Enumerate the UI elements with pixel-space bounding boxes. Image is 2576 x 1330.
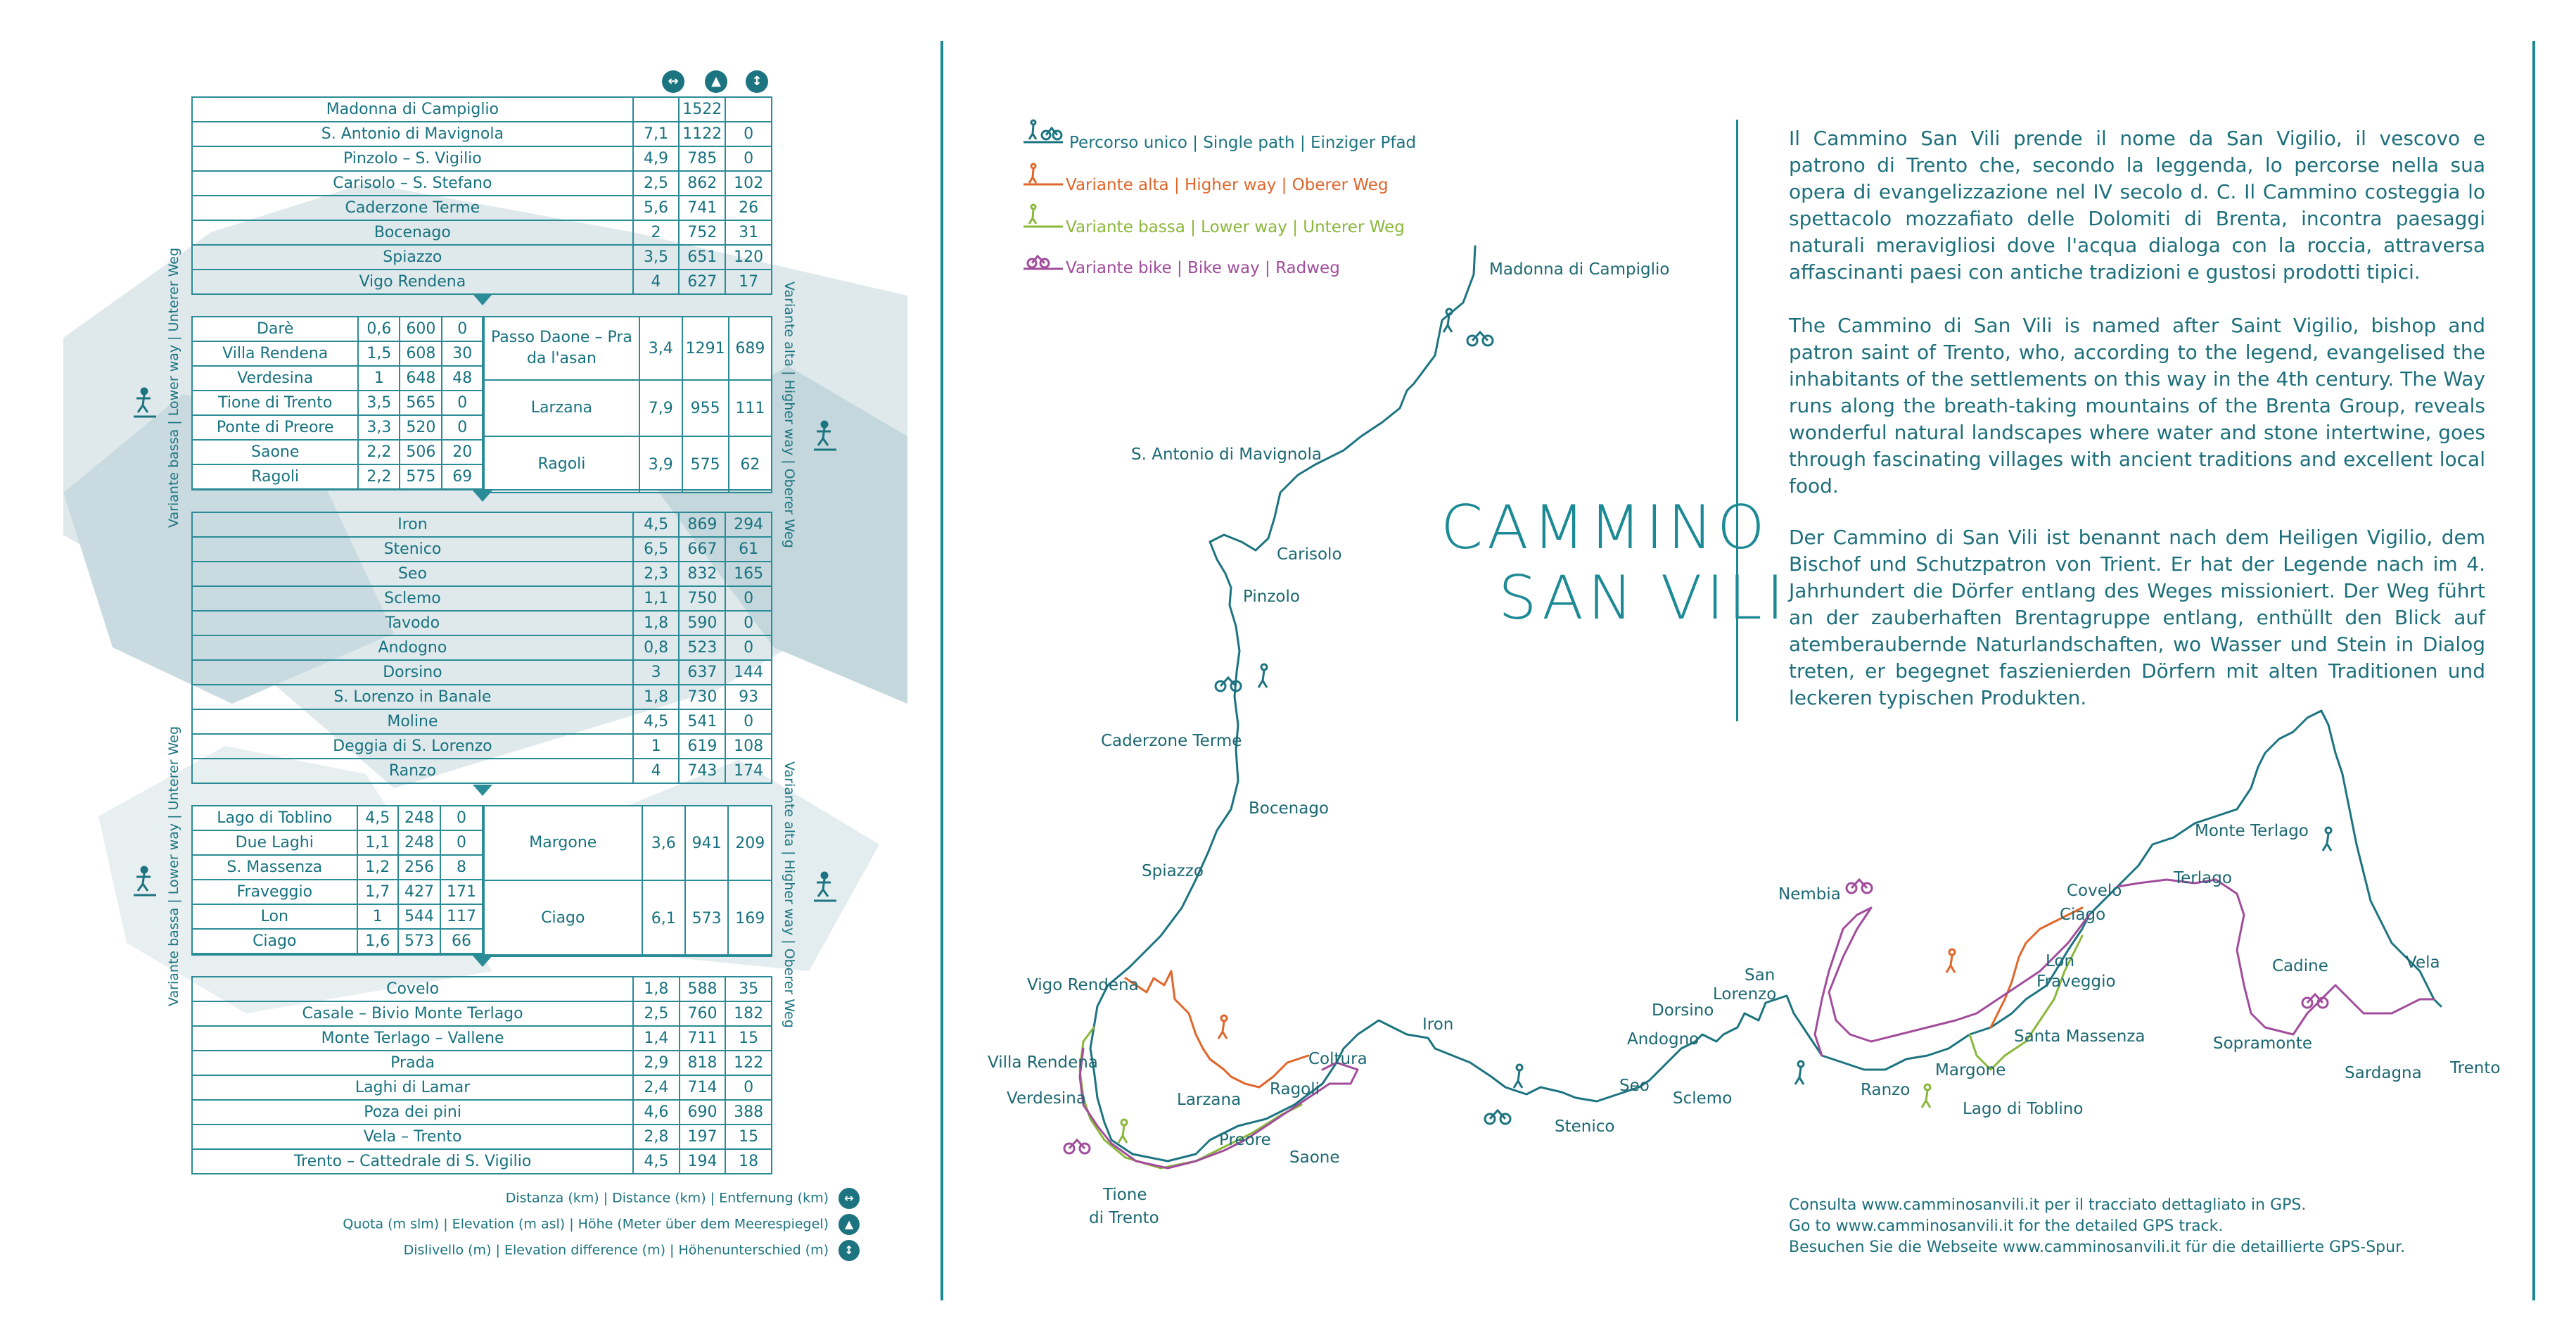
elevation-diff-value: 0 xyxy=(440,806,483,830)
elevation-value: 741 xyxy=(679,196,725,220)
distance-value: 3,9 xyxy=(639,436,682,493)
distance-value: 2,9 xyxy=(633,1051,679,1075)
place-fraveggio: Fraveggio xyxy=(2036,973,2116,991)
place-ranzo: Ranzo xyxy=(1861,1081,1911,1099)
side-label-low-2: Variante bassa | Lower way | Unterer Weg xyxy=(166,726,181,1006)
elevation-value: 714 xyxy=(680,1075,726,1100)
legend-lower-way: Variante bassa | Lower way | Unterer Weg xyxy=(1066,218,1405,236)
distance-value: 6,1 xyxy=(642,880,685,956)
place-andogno: Andogno xyxy=(1627,1030,1700,1049)
place-vela: Vela xyxy=(2406,954,2440,972)
legend-higher-way: Variante alta | Higher way | Oberer Weg xyxy=(1066,176,1389,194)
distance-value: 4,5 xyxy=(357,806,399,830)
place-san: San xyxy=(1745,966,1775,984)
stage-name: Margone xyxy=(484,806,642,880)
place-bocenago: Bocenago xyxy=(1249,799,1329,818)
side-label-low-1: Variante bassa | Lower way | Unterer Weg xyxy=(166,247,181,528)
place-spiazzo: Spiazzo xyxy=(1142,862,1204,880)
place-lorenzo: Lorenzo xyxy=(1713,985,1777,1003)
stage-name: Ciago xyxy=(192,929,357,954)
distance-value: 1,8 xyxy=(633,685,680,709)
footer-line-en: Go to www.camminosanvili.it for the detailed GPS track. xyxy=(1789,1217,2224,1235)
distance-value: 4,5 xyxy=(633,709,680,734)
place-madonna-di-campiglio: Madonna di Campiglio xyxy=(1489,260,1670,279)
stage-name: Fraveggio xyxy=(192,880,357,904)
stage-name: Ciago xyxy=(484,880,642,956)
stage-name: Vigo Rendena xyxy=(192,270,633,294)
elevation-value: 1291 xyxy=(682,317,729,380)
elevation-diff-value: 0 xyxy=(725,586,772,611)
stage-name: Monte Terlago – Vallene xyxy=(192,1026,633,1051)
elevation-diff-value: 182 xyxy=(725,1001,772,1026)
side-label-high-2: Variante alta | Higher way | Oberer Weg xyxy=(782,761,797,1028)
distance-value: 5,6 xyxy=(633,196,680,220)
elevation-diff-value: 111 xyxy=(729,380,772,436)
distance-value: 2,5 xyxy=(633,171,680,196)
elevation-diff-value: 17 xyxy=(725,270,772,294)
place-larzana: Larzana xyxy=(1177,1091,1242,1109)
elevation-value: 690 xyxy=(680,1100,726,1125)
place-caderzone: Caderzone Terme xyxy=(1101,732,1242,750)
elevation-value: 573 xyxy=(685,880,729,956)
distance-icon: ↔ xyxy=(662,70,684,93)
elevation-diff-value: 174 xyxy=(725,759,772,783)
elevation-icon: ▲ xyxy=(705,70,727,93)
place-sopramonte: Sopramonte xyxy=(2213,1034,2313,1053)
place-trento: Trento xyxy=(2450,1059,2501,1077)
elevation-diff-value: 20 xyxy=(442,440,483,464)
paragraph-de: Der Cammino di San Vili ist benannt nach dem Heiligen Vigilio, dem Bischof und Schutzpatron von Trient. Er hat der Legende nach im 4. Jahrhundert die Dörfer entlang des Weges missioniert. Der Weg führt an der zauberhaften Brentagruppe entlang, enthüllt den Blick auf atemberaubernde Naturlandschaften, wo Wasser und Stein in Dialog treten, er begegnet faszienierden Dörfern mit alten Traditionen und leckeren typischen Produkten. xyxy=(1789,526,2485,709)
elevation-value: 785 xyxy=(679,146,725,171)
elevation-value: 955 xyxy=(682,380,729,436)
legend-elevation: Quota (m slm) | Elevation (m asl) | Höhe (Meter über dem Meerespiegel) ▲ xyxy=(343,1214,860,1235)
elevation-value: 544 xyxy=(398,904,440,929)
distance-value: 1,4 xyxy=(633,1026,679,1051)
distance-value: 7,9 xyxy=(639,380,682,436)
stage-name: Tavodo xyxy=(192,611,633,635)
place-sardagna: Sardagna xyxy=(2345,1064,2422,1082)
stage-name: Stenico xyxy=(192,537,633,562)
elevation-value: 573 xyxy=(398,929,440,954)
elevation-value: 651 xyxy=(679,245,725,270)
distance-value: 2,3 xyxy=(633,562,680,586)
elevation-value: 862 xyxy=(679,171,725,196)
elevation-diff-icon: ↕ xyxy=(746,70,768,93)
distance-icon: ↔ xyxy=(839,1188,860,1209)
stage-name: Madonna di Campiglio xyxy=(192,97,633,122)
elevation-value: 1122 xyxy=(679,122,725,146)
elevation-diff-value: 30 xyxy=(442,341,483,366)
place-pinzolo: Pinzolo xyxy=(1243,588,1300,606)
stage-name: Seo xyxy=(192,562,633,586)
stage-name: Covelo xyxy=(192,977,633,1001)
place-saone: Saone xyxy=(1289,1148,1340,1167)
place-cadine: Cadine xyxy=(2272,957,2328,975)
stage-name: S. Antonio di Mavignola xyxy=(192,122,633,146)
elevation-value: 818 xyxy=(680,1051,726,1075)
elevation-diff-value: 294 xyxy=(725,512,772,537)
elevation-value: 506 xyxy=(400,440,442,464)
elevation-diff-value: 102 xyxy=(725,171,772,196)
legend-elevation-diff: Dislivello (m) | Elevation difference (m) | Höhenunterschied (m) ↕ xyxy=(404,1240,860,1261)
elevation-value: 520 xyxy=(400,415,442,440)
elevation-value: 600 xyxy=(400,317,442,341)
footer-line-it: Consulta www.camminosanvili.it per il tracciato dettagliato in GPS. xyxy=(1789,1196,2307,1214)
elevation-diff-value: 26 xyxy=(725,196,772,220)
legend-bike-way: Variante bike | Bike way | Radweg xyxy=(1066,259,1340,277)
elevation-diff-value: 66 xyxy=(440,929,483,954)
elevation-value: 743 xyxy=(679,759,725,783)
elevation-diff-value: 144 xyxy=(725,660,772,685)
elevation-value: 588 xyxy=(680,977,726,1001)
stage-name: Deggia di S. Lorenzo xyxy=(192,734,633,759)
place-coltura: Coltura xyxy=(1308,1050,1367,1068)
elevation-diff-value: 0 xyxy=(725,709,772,734)
distance-value: 1 xyxy=(358,366,400,391)
elevation-value: 711 xyxy=(680,1026,726,1051)
elevation-value: 941 xyxy=(685,806,729,880)
elevation-icon: ▲ xyxy=(839,1214,860,1235)
elevation-diff-value: 0 xyxy=(725,146,772,171)
distance-value: 4,5 xyxy=(633,512,680,537)
distance-value: 2,2 xyxy=(358,440,400,464)
place-lon: Lon xyxy=(2046,952,2075,970)
stage-name: Andogno xyxy=(192,635,633,660)
stage-name: Ranzo xyxy=(192,759,633,783)
distance-value: 4,6 xyxy=(633,1100,679,1125)
stage-name: Dorsino xyxy=(192,660,633,685)
stage-name: Bocenago xyxy=(192,220,633,245)
elevation-value: 248 xyxy=(398,830,440,855)
stage-name: Caderzone Terme xyxy=(192,196,633,220)
elevation-diff-value: 31 xyxy=(725,220,772,245)
elevation-diff-value: 0 xyxy=(725,611,772,635)
stage-name: Passo Daone – Pra da l'asan xyxy=(484,317,639,380)
stage-name: Pinzolo – S. Vigilio xyxy=(192,146,633,171)
place-seo: Seo xyxy=(1619,1077,1650,1095)
elevation-diff-value: 0 xyxy=(442,391,483,415)
place-verdesina: Verdesina xyxy=(1007,1089,1086,1108)
distance-value: 0,8 xyxy=(633,635,680,660)
distance-value: 1,1 xyxy=(633,586,680,611)
elevation-value: 648 xyxy=(400,366,442,391)
place-santa-massenza: Santa Massenza xyxy=(2014,1027,2145,1046)
stage-name: Lon xyxy=(192,904,357,929)
distance-value: 2,8 xyxy=(633,1125,679,1149)
side-label-high-1: Variante alta | Higher way | Oberer Weg xyxy=(782,281,797,548)
legend-single-path: Percorso unico | Single path | Einziger Pfad xyxy=(1069,134,1417,152)
distance-value: 1,8 xyxy=(633,977,679,1001)
elevation-diff-value: 169 xyxy=(728,880,772,956)
paragraph-it: Il Cammino San Vili prende il nome da San Vigilio, il vescovo e patrono di Trento che, secondo la leggenda, lo percorse nella sua opera di evangelizzazione nel IV secolo d. C. Il Cammino costeggia lo spettacolo mozzafiato delle Dolomiti di Brenta, incontra paesaggi naturali meravigliosi dove l'acqua dialoga con la roccia, attraversa affascinanti paesi con antiche tradizioni e gustosi prodotti tipici. xyxy=(1789,127,2485,284)
elevation-value: 248 xyxy=(398,806,440,830)
distance-value: 6,5 xyxy=(633,537,680,562)
elevation-value: 750 xyxy=(679,586,725,611)
elevation-diff-value: 0 xyxy=(725,122,772,146)
elevation-diff-value: 18 xyxy=(725,1149,772,1174)
elevation-diff-value: 117 xyxy=(440,904,483,929)
legend-distance: Distanza (km) | Distance (km) | Entfernung (km) ↔ xyxy=(506,1188,860,1209)
elevation-value: 869 xyxy=(679,512,725,537)
place-lago-di-toblino: Lago di Toblino xyxy=(1963,1100,2084,1118)
elevation-value: 194 xyxy=(680,1149,726,1174)
stage-name: Lago di Toblino xyxy=(192,806,357,830)
elevation-diff-value: 69 xyxy=(442,464,483,489)
distance-value: 3,5 xyxy=(633,245,680,270)
elevation-diff-value: 93 xyxy=(725,685,772,709)
elevation-diff-value: 120 xyxy=(725,245,772,270)
elevation-value: 730 xyxy=(679,685,725,709)
stage-name: Villa Rendena xyxy=(192,341,358,366)
distance-value: 3,3 xyxy=(358,415,400,440)
distance-value: 1 xyxy=(357,904,399,929)
place-tione-di-trento: di Trento xyxy=(1089,1209,1159,1227)
stage-name: S. Massenza xyxy=(192,855,357,880)
place-margone: Margone xyxy=(1935,1061,2006,1079)
place-stenico: Stenico xyxy=(1555,1117,1615,1136)
stage-name: Casale – Bivio Monte Terlago xyxy=(192,1001,633,1026)
distance-value: 0,6 xyxy=(358,317,400,341)
distance-value: 2,4 xyxy=(633,1075,679,1100)
elevation-diff-value: 62 xyxy=(729,436,772,493)
place-dorsino: Dorsino xyxy=(1652,1001,1714,1020)
elevation-value: 832 xyxy=(679,562,725,586)
stage-name: Carisolo – S. Stefano xyxy=(192,171,633,196)
place-villa-rendena: Villa Rendena xyxy=(988,1053,1098,1072)
place-monte-terlago: Monte Terlago xyxy=(2195,822,2309,840)
elevation-value: 197 xyxy=(680,1125,726,1149)
stage-name: Laghi di Lamar xyxy=(192,1075,633,1100)
stage-name: Vela – Trento xyxy=(192,1125,633,1149)
elevation-diff-value: 388 xyxy=(725,1100,772,1125)
place-ragoli: Ragoli xyxy=(1270,1080,1320,1098)
place-vigo-rendena: Vigo Rendena xyxy=(1027,976,1139,994)
elevation-value: 627 xyxy=(679,270,725,294)
distance-value: 1,5 xyxy=(358,341,400,366)
distance-value: 1,7 xyxy=(357,880,399,904)
place-tione: Tione xyxy=(1103,1186,1147,1204)
distance-value: 3,5 xyxy=(358,391,400,415)
distance-value: 1,2 xyxy=(357,855,399,880)
elevation-diff-value: 35 xyxy=(725,977,772,1001)
stage-name: Poza dei pini xyxy=(192,1100,633,1125)
elevation-diff-value: 0 xyxy=(725,635,772,660)
distance-value: 2 xyxy=(633,220,680,245)
elevation-diff-value: 209 xyxy=(728,806,772,880)
elevation-value: 590 xyxy=(679,611,725,635)
distance-value: 3,6 xyxy=(642,806,685,880)
elevation-diff-value: 0 xyxy=(442,415,483,440)
elevation-value: 619 xyxy=(679,734,725,759)
distance-value: 4,5 xyxy=(633,1149,679,1174)
elevation-value: 760 xyxy=(680,1001,726,1026)
place-preore: Preore xyxy=(1219,1131,1271,1149)
distance-value: 3 xyxy=(633,660,680,685)
place-terlago: Terlago xyxy=(2174,869,2232,887)
distance-value: 4,9 xyxy=(633,146,680,171)
stage-name: Ponte di Preore xyxy=(192,415,358,440)
elevation-diff-value: 165 xyxy=(725,562,772,586)
elevation-value: 256 xyxy=(398,855,440,880)
stage-name: Moline xyxy=(192,709,633,734)
stage-name: Due Laghi xyxy=(192,830,357,855)
elevation-diff-value: 0 xyxy=(725,1075,772,1100)
stage-name: Sclemo xyxy=(192,586,633,611)
place-covelo: Covelo xyxy=(2067,882,2122,900)
stage-name: Prada xyxy=(192,1051,633,1075)
stage-name: Larzana xyxy=(484,380,639,436)
distance-value: 2,2 xyxy=(358,464,400,489)
place-sclemo: Sclemo xyxy=(1673,1089,1733,1108)
elevation-value: 541 xyxy=(679,709,725,734)
stage-name: Verdesina xyxy=(192,366,358,391)
footer-line-de: Besuchen Sie die Webseite www.camminosanvili.it für die detaillierte GPS-Spur. xyxy=(1789,1239,2406,1256)
distance-value: 4 xyxy=(633,270,680,294)
elevation-diff-value: 171 xyxy=(440,880,483,904)
distance-value: 1 xyxy=(633,734,680,759)
stage-name: Ragoli xyxy=(192,464,358,489)
elevation-value: 667 xyxy=(679,537,725,562)
elevation-value: 608 xyxy=(400,341,442,366)
elevation-value: 575 xyxy=(400,464,442,489)
elevation-diff-value: 122 xyxy=(725,1051,772,1075)
stage-name: Saone xyxy=(192,440,358,464)
elevation-diff-value: 61 xyxy=(725,537,772,562)
paragraph-en: The Cammino di San Vili is named after Saint Vigilio, bishop and patron saint of Trento, who, according to the legend, evangelised the inhabitants of the settlements on this way in the 4th century. The Way runs along the breath-taking mountains of the Brenta Group, reveals wonderful natural landscapes where water and stone intertwine, goes through fascinating villages with ancient traditions and excellent local food. xyxy=(1789,314,2485,498)
elevation-diff-value: 15 xyxy=(725,1125,772,1149)
distance-value: 3,4 xyxy=(639,317,682,380)
stage-name: Tione di Trento xyxy=(192,391,358,415)
elevation-diff-value: 689 xyxy=(729,317,772,380)
stage-name: S. Lorenzo in Banale xyxy=(192,685,633,709)
distance-value: 1,8 xyxy=(633,611,680,635)
elevation-value: 575 xyxy=(682,436,729,493)
elevation-diff-value: 0 xyxy=(440,830,483,855)
elevation-value: 523 xyxy=(679,635,725,660)
place-ciago: Ciago xyxy=(2060,906,2106,924)
elevation-diff-value: 108 xyxy=(725,734,772,759)
place-mavignola: S. Antonio di Mavignola xyxy=(1131,445,1322,464)
place-iron: Iron xyxy=(1422,1015,1454,1034)
elevation-value: 752 xyxy=(679,220,725,245)
elevation-value: 637 xyxy=(679,660,725,685)
distance-value: 2,5 xyxy=(633,1001,679,1026)
elevation-diff-value: 15 xyxy=(725,1026,772,1051)
distance-value: 1,1 xyxy=(357,830,399,855)
elevation-value: 565 xyxy=(400,391,442,415)
stage-name: Trento – Cattedrale di S. Vigilio xyxy=(192,1149,633,1174)
title-line-1: CAMMINO xyxy=(1441,493,1769,563)
elevation-diff-icon: ↕ xyxy=(839,1240,860,1261)
distance-value: 4 xyxy=(633,759,680,783)
place-nembia: Nembia xyxy=(1778,885,1841,904)
stage-name: Darè xyxy=(192,317,358,341)
elevation-diff-value: 48 xyxy=(442,366,483,391)
distance-value: 1,6 xyxy=(357,929,399,954)
stage-name: Spiazzo xyxy=(192,245,633,270)
elevation-value: 1522 xyxy=(679,97,725,122)
stage-name: Ragoli xyxy=(484,436,639,493)
stage-name: Iron xyxy=(192,512,633,537)
elevation-value: 427 xyxy=(398,880,440,904)
distance-value: 7,1 xyxy=(633,122,680,146)
elevation-diff-value: 8 xyxy=(440,855,483,880)
place-carisolo: Carisolo xyxy=(1277,545,1342,564)
elevation-diff-value: 0 xyxy=(442,317,483,341)
title-line-2: SAN VILI xyxy=(1498,563,1789,633)
